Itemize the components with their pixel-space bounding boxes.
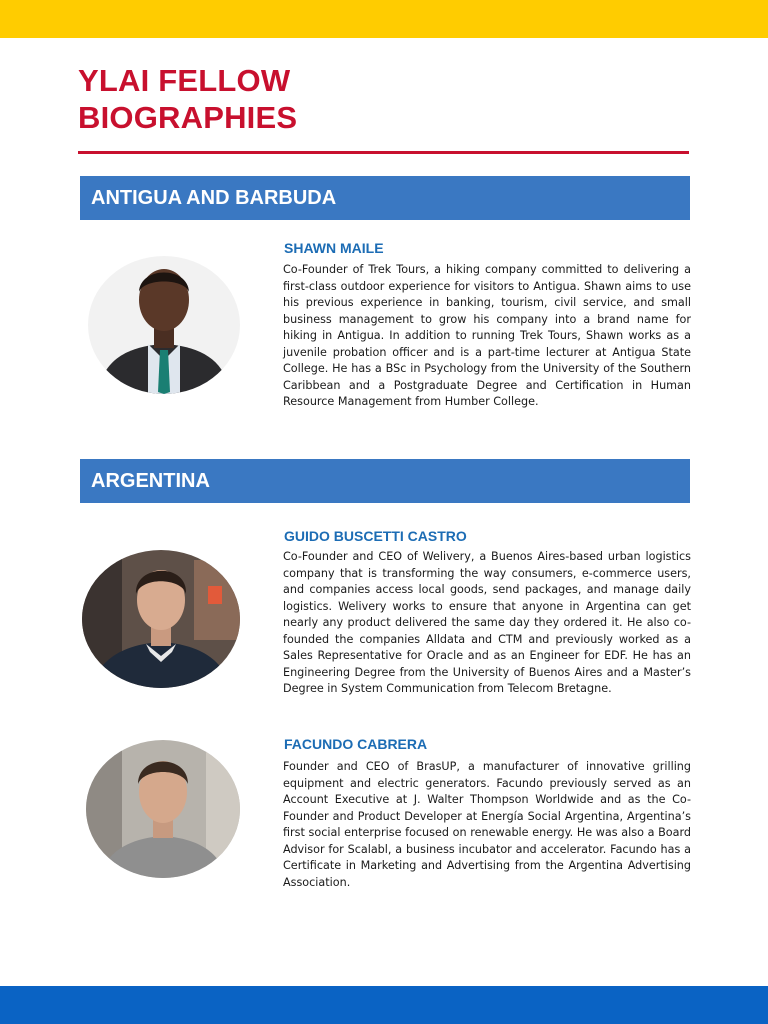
page-title-line-2: BIOGRAPHIES — [78, 100, 298, 135]
fellow-bio: Co-Founder of Trek Tours, a hiking company committed to delivering a first-class outdoor experience for visitors to Antigua. Shawn aims to use his previous experience in banking, tourism, civil service, and small business management to grow his company into a brand name for hiking in Antigua. In addition to running Trek Tours, Shawn works as a juvenile probation officer and is a part-time lecturer at Antigua State College. He has a BSc in Psychology from the University of the Southern Caribbean and a Postgraduate Degree and Certification in Human Resource Management from Humber College. — [283, 263, 691, 408]
fellow-bio: Co-Founder and CEO of Welivery, a Buenos Aires-based urban logistics company that is transforming the way consumers, e-commerce users, and companies access local goods, send packages, and manage daily logistics. Welivery works to ensure that anyone in Argentina can get nearly any product delivered the same day they ordered it. He also co-founded the companies Alldata and CTM and previously worked as a Sales Representative for Oracle and as an Engineer for EDF. He has an Engineering Degree from the University of Buenos Aires and a Master’s Degree in System Communication from Telecom Bretagne. — [283, 550, 691, 695]
fellow-name: SHAWN MAILE — [284, 240, 384, 256]
page-title-line-1: YLAI FELLOW — [78, 63, 291, 98]
fellow-photo-guido-buscetti-castro — [82, 550, 240, 688]
fellow-name: GUIDO BUSCETTI CASTRO — [284, 528, 467, 544]
fellow-bio: Founder and CEO of BrasUP, a manufacturer of innovative grilling equipment and electric generators. Facundo previously served as an Account Executive at J. Walter Thompson Worldwide and as the Co-Founder and Product Developer at Energía Social Argentina, Argentina’s first social enterprise focused on renewable energy. He was also a Board Advisor for Scalabl, a business incubator and accelerator. Facundo has a Certificate in Marketing and Advertising from the Argentina Advertising Association. — [283, 760, 691, 889]
fellow-photo-facundo-cabrera — [86, 740, 240, 878]
fellow-name: FACUNDO CABRERA — [284, 736, 428, 752]
bottom-color-band — [0, 986, 768, 1024]
section-header-antigua-and-barbuda: ANTIGUA AND BARBUDA — [80, 176, 690, 220]
top-color-band — [0, 0, 768, 38]
fellow-photo-shawn-maile — [88, 256, 240, 394]
page-title — [78, 62, 498, 136]
title-divider — [78, 151, 689, 154]
section-header-argentina: ARGENTINA — [80, 459, 690, 503]
